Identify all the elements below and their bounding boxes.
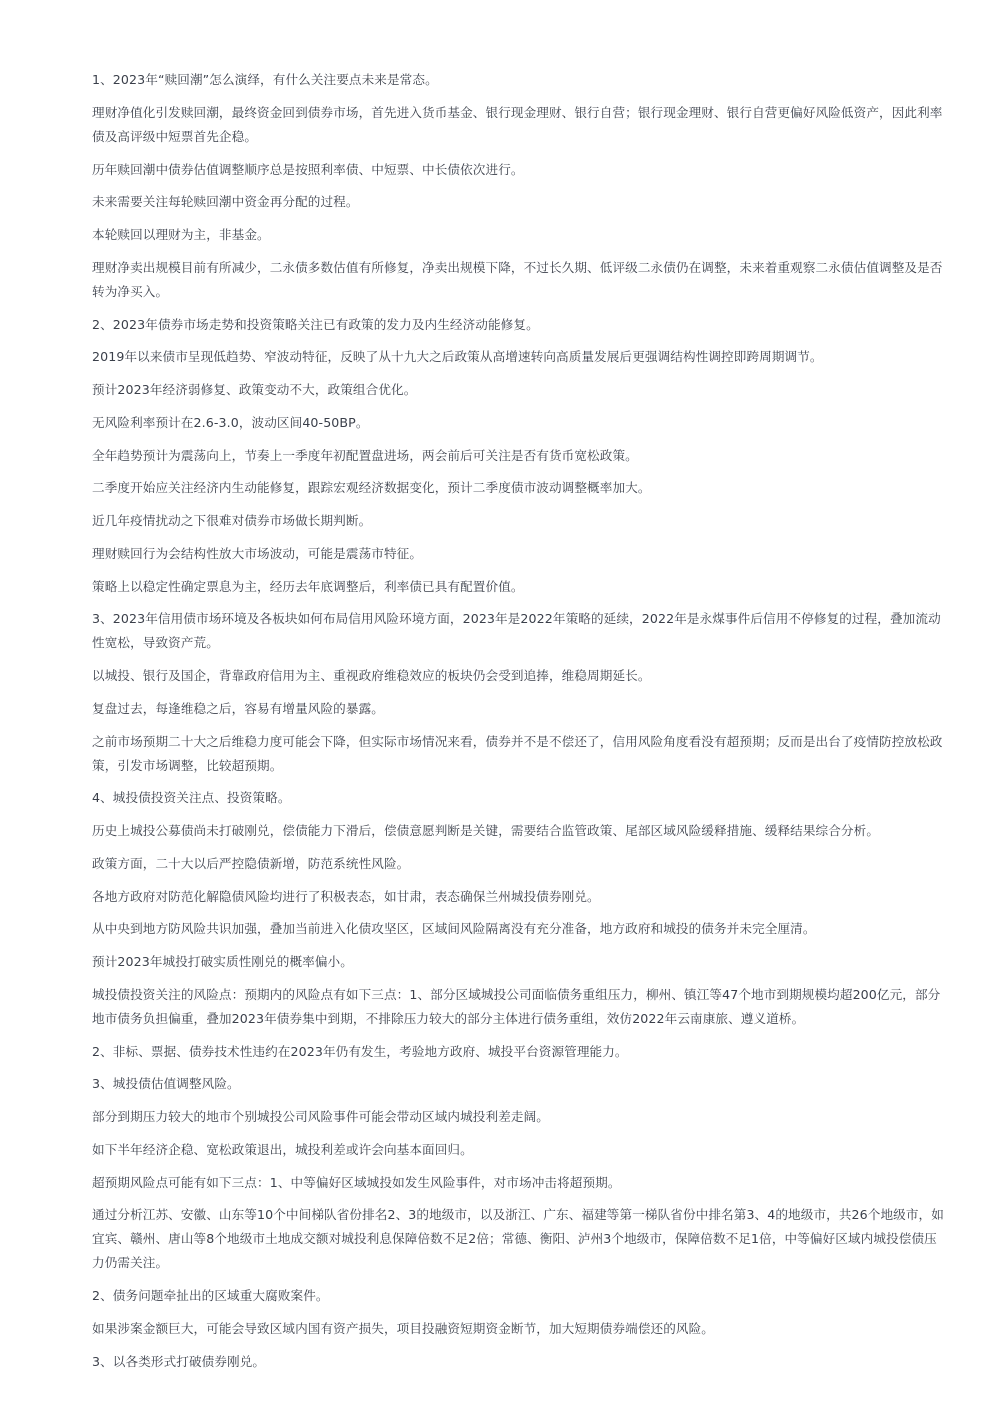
paragraph: 无风险利率预计在2.6-3.0，波动区间40-50BP。 xyxy=(92,414,369,430)
paragraph: 2019年以来债市呈现低趋势、窄波动特征，反映了从十九大之后政策从高增速转向高质量发展后更强调结构性调控即跨周期调节。 xyxy=(92,349,823,365)
paragraph: 未来需要关注每轮赎回潮中资金再分配的过程。 xyxy=(92,194,359,210)
paragraph: 3、以各类形式打破债券刚兑。 xyxy=(92,1353,266,1369)
paragraph: 历史上城投公募债尚未打破刚兑，偿债能力下滑后，偿债意愿判断是关键，需要结合监管政策、尾部区域风险缓释措施、缓释结果综合分析。 xyxy=(92,823,880,838)
document-body xyxy=(92,68,944,1382)
paragraph: 预计2023年经济弱修复、政策变动不大，政策组合优化。 xyxy=(92,382,417,397)
paragraph: 1、2023年“赎回潮”怎么演绎，有什么关注要点未来是常态。 xyxy=(92,72,438,87)
paragraph: 4、城投债投资关注点、投资策略。 xyxy=(92,790,291,806)
paragraph: 超预期风险点可能有如下三点：1、中等偏好区域城投如发生风险事件，对市场冲击将超预期。 xyxy=(92,1174,621,1190)
paragraph: 理财净卖出规模目前有所减少，二永债多数估值有所修复，净卖出规模下降，不过长久期、低评级二永债仍在调整，未来着重观察二永债估值调整及是否转为净买入。 xyxy=(92,259,943,299)
paragraph: 本轮赎回以理财为主，非基金。 xyxy=(92,227,270,242)
paragraph: 部分到期压力较大的地市个别城投公司风险事件可能会带动区域内城投利差走阔。 xyxy=(92,1109,549,1124)
paragraph: 2、非标、票据、债券技术性违约在2023年仍有发生，考验地方政府、城投平台资源管理能力。 xyxy=(92,1043,628,1059)
paragraph: 3、2023年信用债市场环境及各板块如何布局信用风险环境方面，2023年是2022年策略的延续，2022年是永煤事件后信用不停修复的过程，叠加流动性宽松，导致资产荒。 xyxy=(92,611,941,651)
paragraph: 策略上以稳定性确定票息为主，经历去年底调整后，利率债已具有配置价值。 xyxy=(92,578,524,594)
paragraph: 2、2023年债券市场走势和投资策略关注已有政策的发力及内生经济动能修复。 xyxy=(92,316,539,332)
paragraph: 以城投、银行及国企，背靠政府信用为主、重视政府维稳效应的板块仍会受到追捧，维稳周期延长。 xyxy=(92,668,651,683)
paragraph: 复盘过去，每逢维稳之后，容易有增量风险的暴露。 xyxy=(92,700,384,716)
paragraph: 2、债务问题牵扯出的区域重大腐败案件。 xyxy=(92,1288,329,1303)
paragraph: 如下半年经济企稳、宽松政策退出，城投利差或许会向基本面回归。 xyxy=(92,1141,473,1157)
paragraph: 从中央到地方防风险共识加强，叠加当前进入化债攻坚区，区域间风险隔离没有充分准备，地方政府和城投的债务并未完全厘清。 xyxy=(92,921,816,937)
paragraph: 理财赎回行为会结构性放大市场波动，可能是震荡市特征。 xyxy=(92,545,423,561)
paragraph: 之前市场预期二十大之后维稳力度可能会下降，但实际市场情况来看，债券并不是不偿还了，信用风险角度看没有超预期；反而是出台了疫情防控放松政策，引发市场调整，比较超预期。 xyxy=(92,733,943,773)
paragraph: 如果涉案金额巨大，可能会导致区域内国有资产损失，项目投融资短期资金断节，加大短期债券端偿还的风险。 xyxy=(92,1320,714,1336)
paragraph: 理财净值化引发赎回潮，最终资金回到债券市场，首先进入货币基金、银行现金理财、银行自营；银行现金理财、银行自营更偏好风险低资产，因此利率债及高评级中短票首先企稳。 xyxy=(92,104,943,144)
paragraph: 历年赎回潮中债券估值调整顺序总是按照利率债、中短票、中长债依次进行。 xyxy=(92,161,524,177)
paragraph: 各地方政府对防范化解隐债风险均进行了积极表态，如甘肃，表态确保兰州城投债券刚兑。 xyxy=(92,888,600,904)
paragraph: 3、城投债估值调整风险。 xyxy=(92,1076,240,1092)
paragraph: 通过分析江苏、安徽、山东等10个中间梯队省份排名2、3的地级市，以及浙江、广东、福建等第一梯队省份中排名第3、4的地级市，共26个地级市，如宜宾、赣州、唐山等8个地级市土地成交额对城投利息保障倍数不足2倍；常德、衡阳、泸州3个地级市，保障倍数不足1倍，中等偏好区域内城投偿债压力仍需关注。 xyxy=(92,1207,944,1271)
paragraph: 城投债投资关注的风险点：预期内的风险点有如下三点：1、部分区域城投公司面临债务重组压力，柳州、镇江等47个地市到期规模均超200亿元，部分地市债务负担偏重，叠加2023年债券集中到期，不排除压力较大的部分主体进行债务重组，效仿2022年云南康旅、遵义道桥。 xyxy=(92,986,941,1026)
paragraph: 全年趋势预计为震荡向上，节奏上一季度年初配置盘进场，两会前后可关注是否有货币宽松政策。 xyxy=(92,447,638,463)
paragraph: 预计2023年城投打破实质性刚兑的概率偏小。 xyxy=(92,954,353,969)
paragraph: 近几年疫情扰动之下很难对债券市场做长期判断。 xyxy=(92,513,372,528)
paragraph: 二季度开始应关注经济内生动能修复，跟踪宏观经济数据变化，预计二季度债市波动调整概率加大。 xyxy=(92,480,651,496)
paragraph: 政策方面，二十大以后严控隐债新增，防范系统性风险。 xyxy=(92,855,410,871)
